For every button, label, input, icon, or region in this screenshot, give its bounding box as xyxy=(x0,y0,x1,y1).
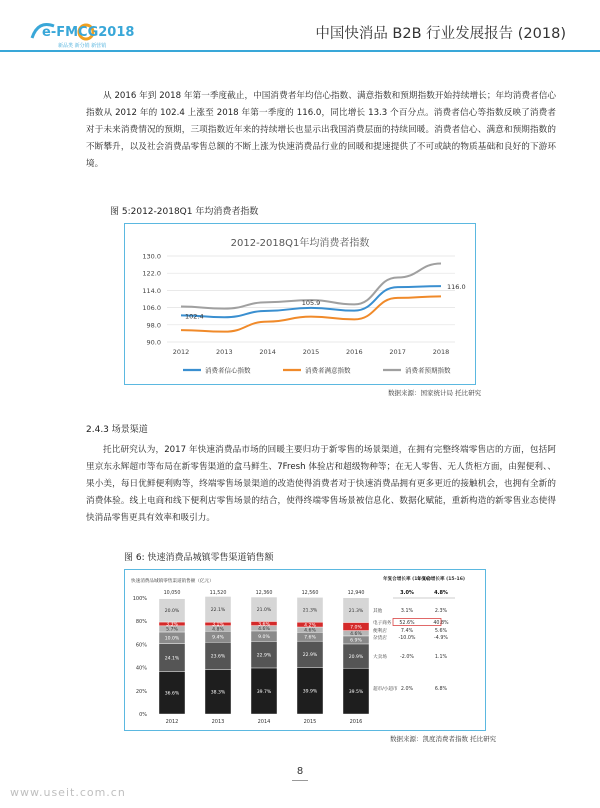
segment-label: 7.6% xyxy=(304,635,316,641)
x-tick-label: 2018 xyxy=(432,348,450,356)
x-tick-label: 2016 xyxy=(346,348,363,356)
segment-label: 21.3% xyxy=(302,608,318,614)
line-chart-title: 2012-2018Q1年均消费者指数 xyxy=(230,238,370,249)
segment-label: 3.6% xyxy=(258,622,270,628)
segment-label: 4.8% xyxy=(212,627,224,633)
segment-label: 23.6% xyxy=(210,654,226,660)
data-label: 105.9 xyxy=(301,298,321,307)
cagr-row-label: 超市/小超市 xyxy=(373,686,398,692)
intro-paragraph: 从 2016 年到 2018 年第一季度截止，中国消费者年均信心指数、满意指数和预期指数开始持续增长；年均消费者信心指数从 2012 年的 102.4 上涨至 2018 年第一季度的 116.0，同比增长 13.3 个百分点。消费者信心等指数反映了消费者对于未来消费情况的预期，三项指数近年来的持续增长也显示出我国消费层面的持续回暖。消费者信心、满意和预期指数的不断攀升，以及社会消费品零售总额的不断上涨为快速消费品行业的回暖和提速提供了不可或缺的物质基础和良好的下游环境。 xyxy=(86,91,556,169)
bar-total-label: 12,940 xyxy=(347,591,365,596)
segment-label: 4.2% xyxy=(304,623,316,629)
y-tick-label: 114.0 xyxy=(142,286,161,295)
y-tick-label: 20% xyxy=(135,688,147,695)
cagr-value: -10.0% xyxy=(398,635,416,641)
x-tick-label: 2016 xyxy=(349,719,363,725)
segment-label: 38.3% xyxy=(210,690,226,696)
y-tick-label: 0% xyxy=(139,712,147,718)
cagr-value: -4.9% xyxy=(434,635,448,641)
segment-label: 10.0% xyxy=(164,636,180,642)
segment-label: 6.9% xyxy=(350,638,362,644)
segment-label: 5.7% xyxy=(166,627,178,633)
logo-subtitle: 新品类 新分销 新营销 xyxy=(58,43,107,49)
y-tick-label: 80% xyxy=(135,619,147,626)
x-tick-label: 2013 xyxy=(216,348,233,356)
data-label: 102.4 xyxy=(185,312,204,321)
segment-label: 20.9% xyxy=(348,654,364,660)
segment-label: 21.0% xyxy=(256,608,272,614)
y-tick-label: 106.0 xyxy=(142,304,161,313)
logo xyxy=(28,16,138,50)
segment-label: 22.9% xyxy=(302,653,318,659)
cagr-value: 40.8% xyxy=(433,620,449,626)
segment-label: 7.0% xyxy=(350,625,362,631)
x-tick-label: 2014 xyxy=(259,348,276,356)
legend-label: 消费者信心指数 xyxy=(205,366,251,375)
page-number: 8 xyxy=(296,766,304,777)
figure5-caption: 图 5:2012-2018Q1 年均消费者指数 xyxy=(110,207,259,217)
bar-total-label: 10,050 xyxy=(163,591,181,596)
line-chart xyxy=(125,224,475,384)
segment-label: 36.6% xyxy=(164,691,180,697)
segment-label: 39.7% xyxy=(256,689,272,695)
cagr-header: 年复合增长率 (15-16) xyxy=(416,577,466,582)
bar-chart xyxy=(125,570,485,730)
x-tick-label: 2015 xyxy=(302,348,320,356)
y-tick-label: 100% xyxy=(132,596,147,602)
y-tick-label: 122.0 xyxy=(142,269,161,278)
x-tick-label: 2015 xyxy=(303,719,317,725)
logo-text: e-FMCG2018 xyxy=(42,25,135,40)
cagr-value: 1.1% xyxy=(434,654,448,660)
cagr-total: 4.8% xyxy=(434,590,448,596)
cagr-value: 2.0% xyxy=(400,686,414,692)
segment-label: 21.3% xyxy=(348,608,364,614)
figure6-source: 数据来源：凯度消费者指数 托比研究 xyxy=(390,735,497,743)
segment-label: 4.6% xyxy=(258,627,270,633)
x-tick-label: 2012 xyxy=(165,719,179,725)
segment-label: 9.0% xyxy=(258,634,270,640)
x-tick-label: 2013 xyxy=(211,719,225,725)
watermark: www.useit.com.cn xyxy=(10,786,126,799)
figure5-source: 数据来源：国家统计局 托比研究 xyxy=(388,389,482,397)
segment-label: 24.1% xyxy=(164,656,180,662)
cagr-value: 7.4% xyxy=(400,628,414,634)
header-divider xyxy=(0,50,600,52)
report-title: 中国快消品 B2B 行业发展报告 (2018) xyxy=(315,26,566,42)
cagr-value: 52.6% xyxy=(399,620,415,626)
segment-label: 3.1% xyxy=(212,622,224,628)
cagr-row-label: 电子商务 xyxy=(373,620,392,626)
y-tick-label: 60% xyxy=(135,642,147,649)
bar-chart-title: 快速消费品城镇零售渠道销售额（亿元） xyxy=(131,579,214,584)
segment-label: 20.0% xyxy=(164,609,180,615)
segment-label: 4.6% xyxy=(304,628,316,634)
line-chart-frame xyxy=(124,223,476,385)
cagr-value: -2.0% xyxy=(400,654,414,660)
x-tick-label: 2014 xyxy=(257,719,271,725)
segment-label: 39.5% xyxy=(348,689,364,695)
cagr-total: 3.0% xyxy=(400,590,414,596)
bar-total-label: 11,520 xyxy=(209,591,227,596)
y-tick-label: 90.0 xyxy=(146,338,161,347)
y-tick-label: 40% xyxy=(135,665,147,672)
legend-label: 消费者满意指数 xyxy=(305,366,351,375)
x-tick-label: 2017 xyxy=(389,348,406,356)
footer-divider xyxy=(292,780,308,781)
data-label: 116.0 xyxy=(447,283,466,292)
section-paragraph: 托比研究认为，2017 年快速消费品市场的回暖主要归功于新零售的场景渠道，在拥有完整终端零售店的方面，包括阿里京东永辉超市等布局在新零售渠道的盒马鲜生、7Fresh 体验店和超级物种等；在无人零售、无人货柜方面，由猩便利、、果小美，每日优鲜便利购等，终端零售场景渠道的改造使得消费者对于快速消费品拥有更多更近的接触机会，也拥有全新的消费体验。线上电商和线下便利店零售场景的结合，使得终端零售场景被信息化、数据化赋能，重新构造的新零售业态使得快消品零售更具有效率和吸引力。 xyxy=(86,445,556,523)
y-tick-label: 130.0 xyxy=(142,252,161,261)
segment-label: 4.6% xyxy=(350,632,362,638)
segment-label: 39.9% xyxy=(302,689,318,695)
figure6-caption: 图 6: 快速消费品城镇零售渠道销售额 xyxy=(124,553,274,563)
cagr-row-label: 其他 xyxy=(373,608,383,614)
segment-label: 9.4% xyxy=(212,635,224,641)
cagr-row-label: 杂货店 xyxy=(373,635,387,641)
segment-label: 3.3% xyxy=(166,622,178,628)
cagr-header: 年复合增长率 (11-16) xyxy=(382,577,432,582)
cagr-value: 6.8% xyxy=(434,686,448,692)
cagr-value: 5.6% xyxy=(434,628,448,634)
cagr-row-label: 便利店 xyxy=(373,628,387,634)
cagr-row-label: 大卖场 xyxy=(373,654,387,660)
bar-total-label: 12,360 xyxy=(255,591,273,596)
cagr-value: 2.3% xyxy=(434,608,448,614)
segment-label: 22.9% xyxy=(256,653,272,659)
cagr-value: 3.1% xyxy=(400,608,414,614)
bar-total-label: 12,560 xyxy=(301,591,319,596)
legend-label: 消费者预期指数 xyxy=(405,366,451,375)
x-tick-label: 2012 xyxy=(172,348,190,356)
y-tick-label: 98.0 xyxy=(146,321,161,330)
bar-chart-frame xyxy=(124,569,486,731)
section-heading: 2.4.3 场景渠道 xyxy=(86,425,148,435)
segment-label: 22.1% xyxy=(210,608,226,614)
